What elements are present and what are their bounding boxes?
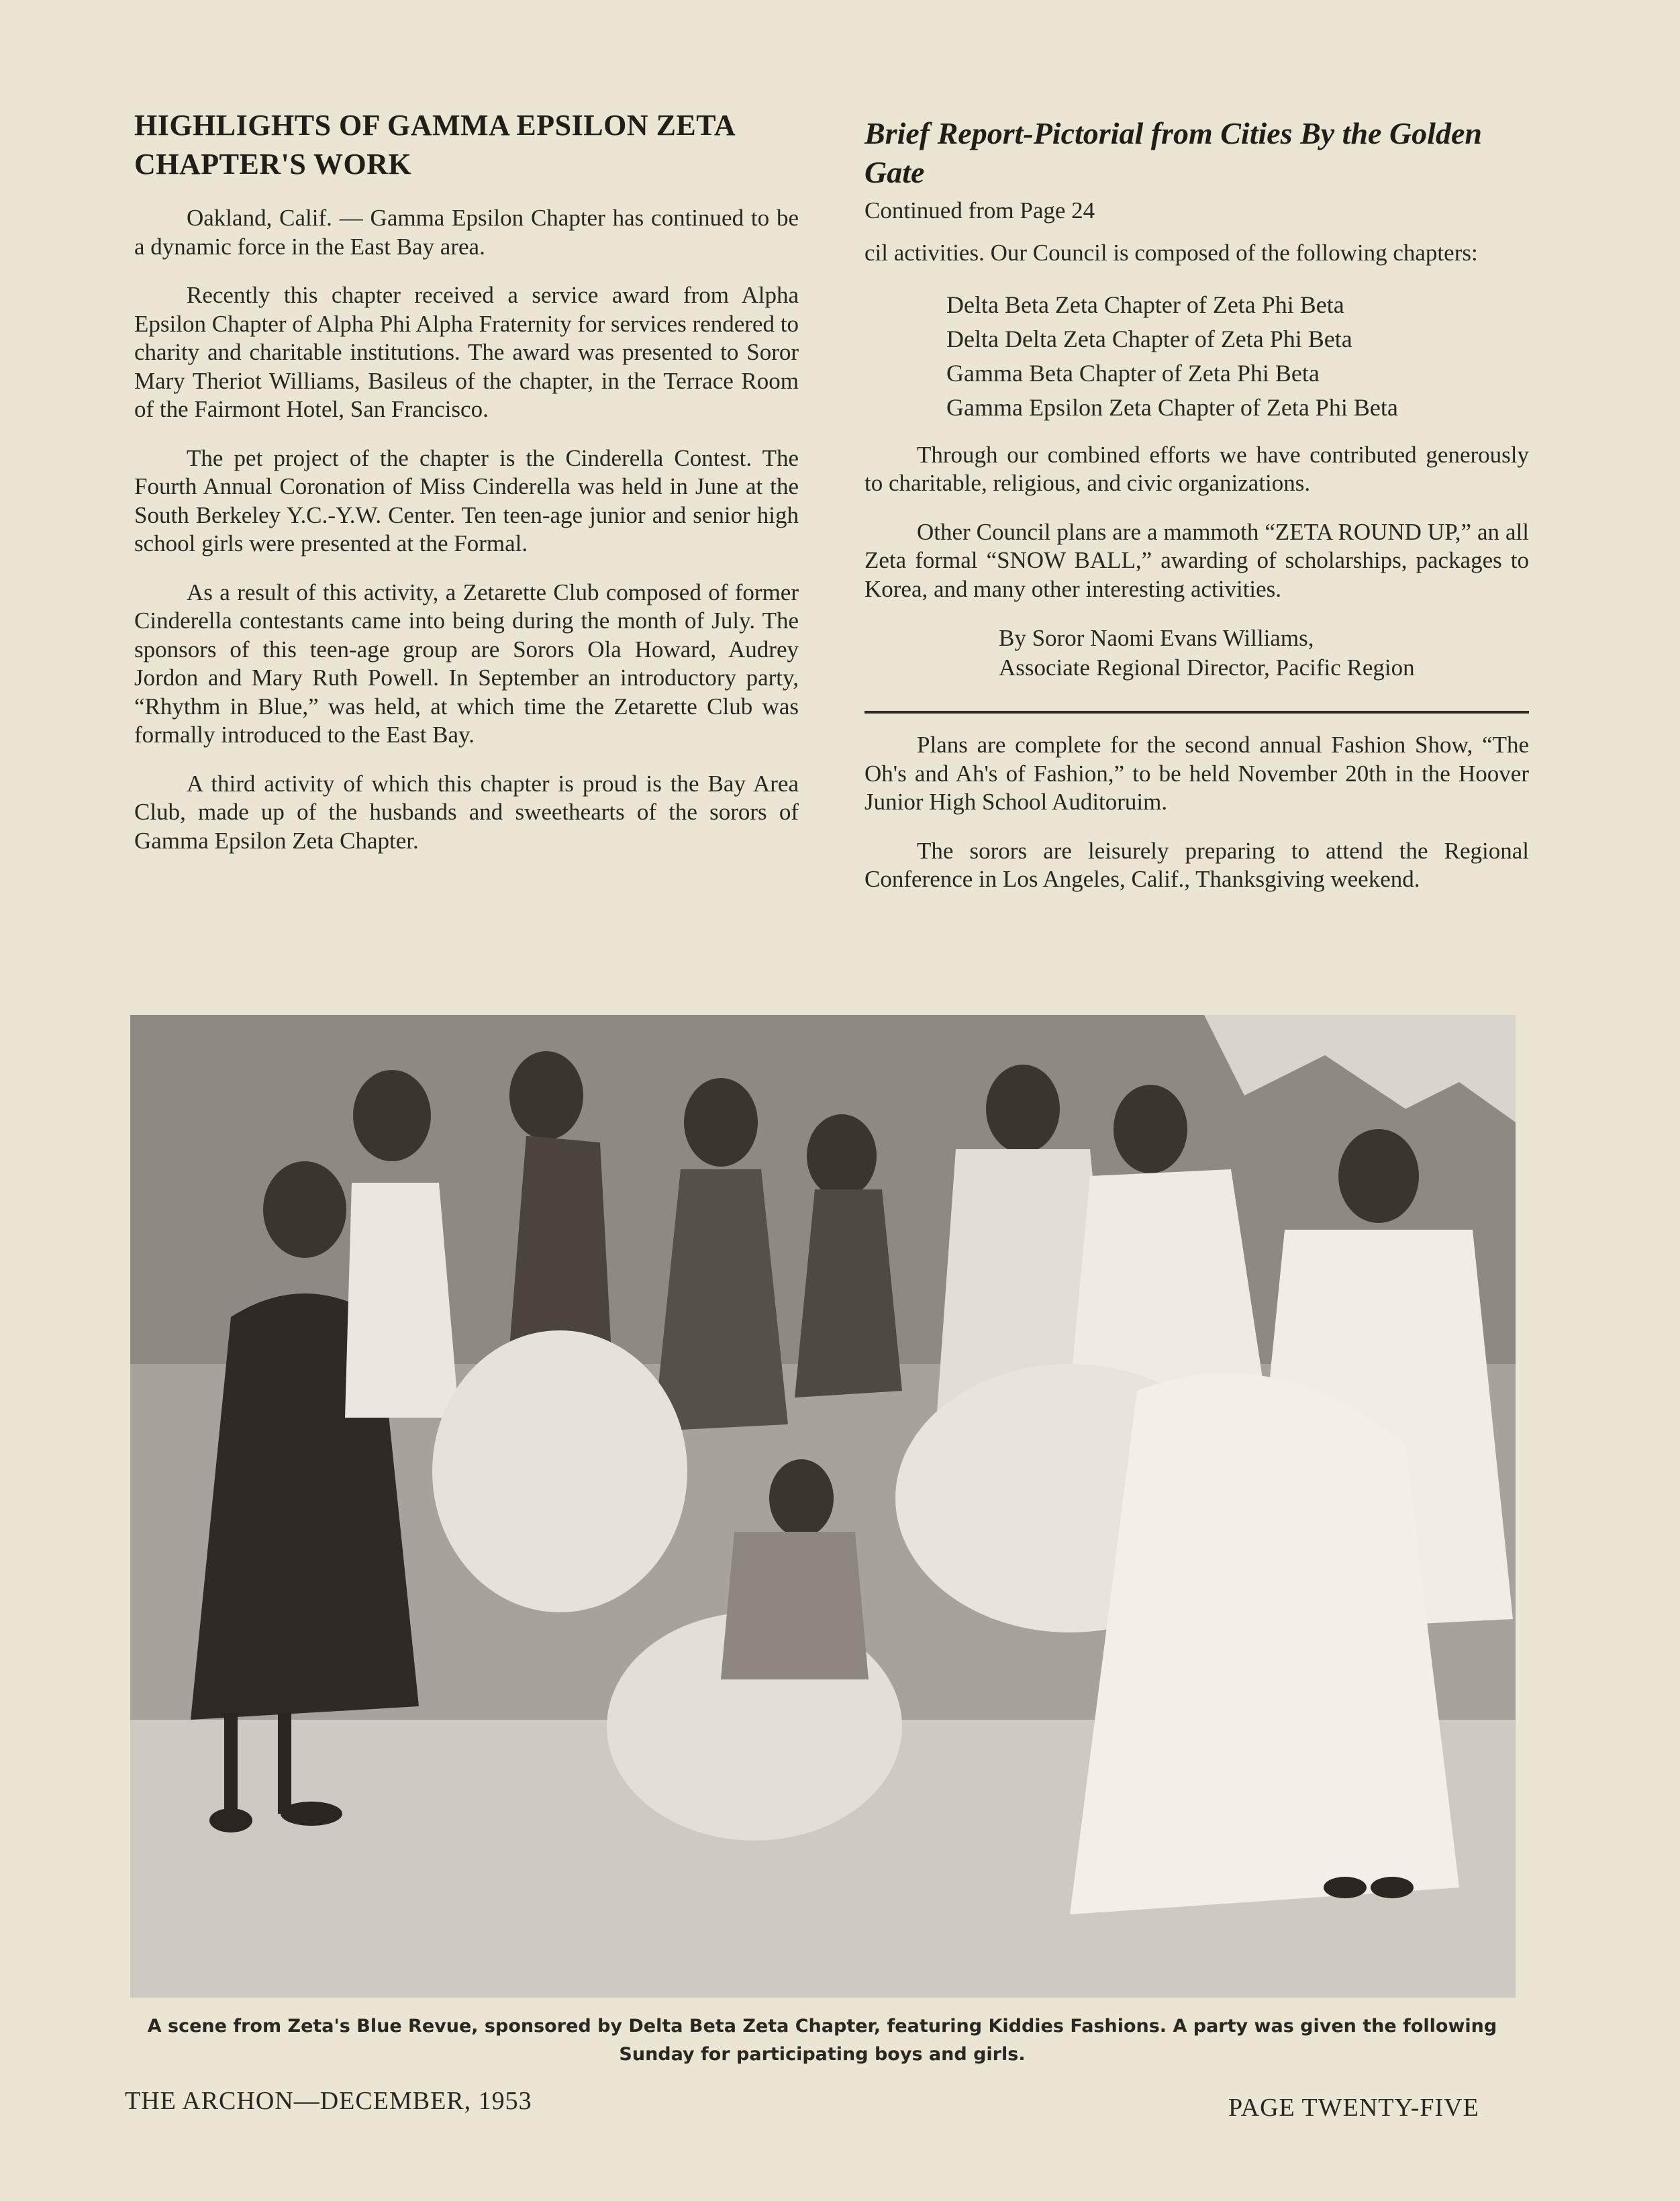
footer-page-number: PAGE TWENTY-FIVE (1228, 2094, 1479, 2122)
paragraph: A third activity of which this chapter is proud is the Bay Area Club, made up of the husbands and sweethearts of the sorors of Gamma Epsilon Zeta Chapter. (134, 770, 799, 854)
chapter-list (864, 288, 1529, 425)
paragraph: Through our combined efforts we have contributed generously to charitable, religious, and civic organizations. (864, 441, 1529, 496)
paragraph: Other Council plans are a mammoth “ZETA ROUND UP,” an all Zeta formal “SNOW BALL,” awarding of scholarships, packages to Korea, and many other interesting activities. (864, 518, 1529, 602)
divider-rule (864, 711, 1529, 714)
chapter-item: Gamma Epsilon Zeta Chapter of Zeta Phi Beta (946, 393, 1398, 421)
right-article (864, 114, 1529, 914)
byline-title: Associate Regional Director, Pacific Region (999, 654, 1415, 681)
paragraph: cil activities. Our Council is composed of the following chapters: (864, 240, 1478, 266)
right-headline: Brief Report-Pictorial from Cities By the Golden Gate (864, 116, 1482, 189)
group-photo (130, 1015, 1516, 1998)
continued-note: Continued from Page 24 (864, 197, 1095, 224)
chapter-item: Delta Beta Zeta Chapter of Zeta Phi Beta (946, 291, 1344, 318)
paragraph: Oakland, Calif. — Gamma Epsilon Chapter has continued to be a dynamic force in the East Bay area. (134, 205, 799, 260)
left-headline: HIGHLIGHTS OF GAMMA EPSILON ZETA CHAPTER'S WORK (134, 109, 734, 181)
left-article (134, 106, 799, 875)
paragraph: As a result of this activity, a Zetarette Club composed of former Cinderella contestants came into being during the month of July. The sponsors of this teen-age group are Sorors Ola Howard, Audrey Jordon and Mary Ruth Powell. In September an introductory party, “Rhythm in Blue,” was held, at which time the Zetarette Club was formally introduced to the East Bay. (134, 579, 799, 748)
byline (864, 624, 1529, 683)
chapter-item: Gamma Beta Chapter of Zeta Phi Beta (946, 359, 1320, 387)
paragraph: Recently this chapter received a service award from Alpha Epsilon Chapter of Alpha Phi Alpha Fraternity for services rendered to charity and charitable institutions. The award was presented to Soror Mary Theriot Williams, Basileus of the chapter, in the Terrace Room of the Fairmont Hotel, San Francisco. (134, 282, 799, 422)
footer-publication: THE ARCHON—DECEMBER, 1953 (125, 2087, 532, 2115)
paragraph: The pet project of the chapter is the Cinderella Contest. The Fourth Annual Coronation of Miss Cinderella was held in June at the South Berkeley Y.C.-Y.W. Center. Ten teen-age junior and senior high school girls were presented at the Formal. (134, 444, 799, 556)
photo-illustration (130, 1015, 1516, 1998)
chapter-item: Delta Delta Zeta Chapter of Zeta Phi Beta (946, 325, 1352, 352)
paragraph: The sorors are leisurely preparing to attend the Regional Conference in Los Angeles, Calif., Thanksgiving weekend. (864, 837, 1529, 892)
paragraph: Plans are complete for the second annual Fashion Show, “The Oh's and Ah's of Fashion,” to be held November 20th in the Hoover Junior High School Auditoruim. (864, 732, 1529, 815)
photo-caption: A scene from Zeta's Blue Revue, sponsored by Delta Beta Zeta Chapter, featuring Kiddies Fashions. A party was given the following Sunday for participating boys and girls. (147, 2016, 1497, 2065)
byline-name: By Soror Naomi Evans Williams, (999, 625, 1314, 651)
